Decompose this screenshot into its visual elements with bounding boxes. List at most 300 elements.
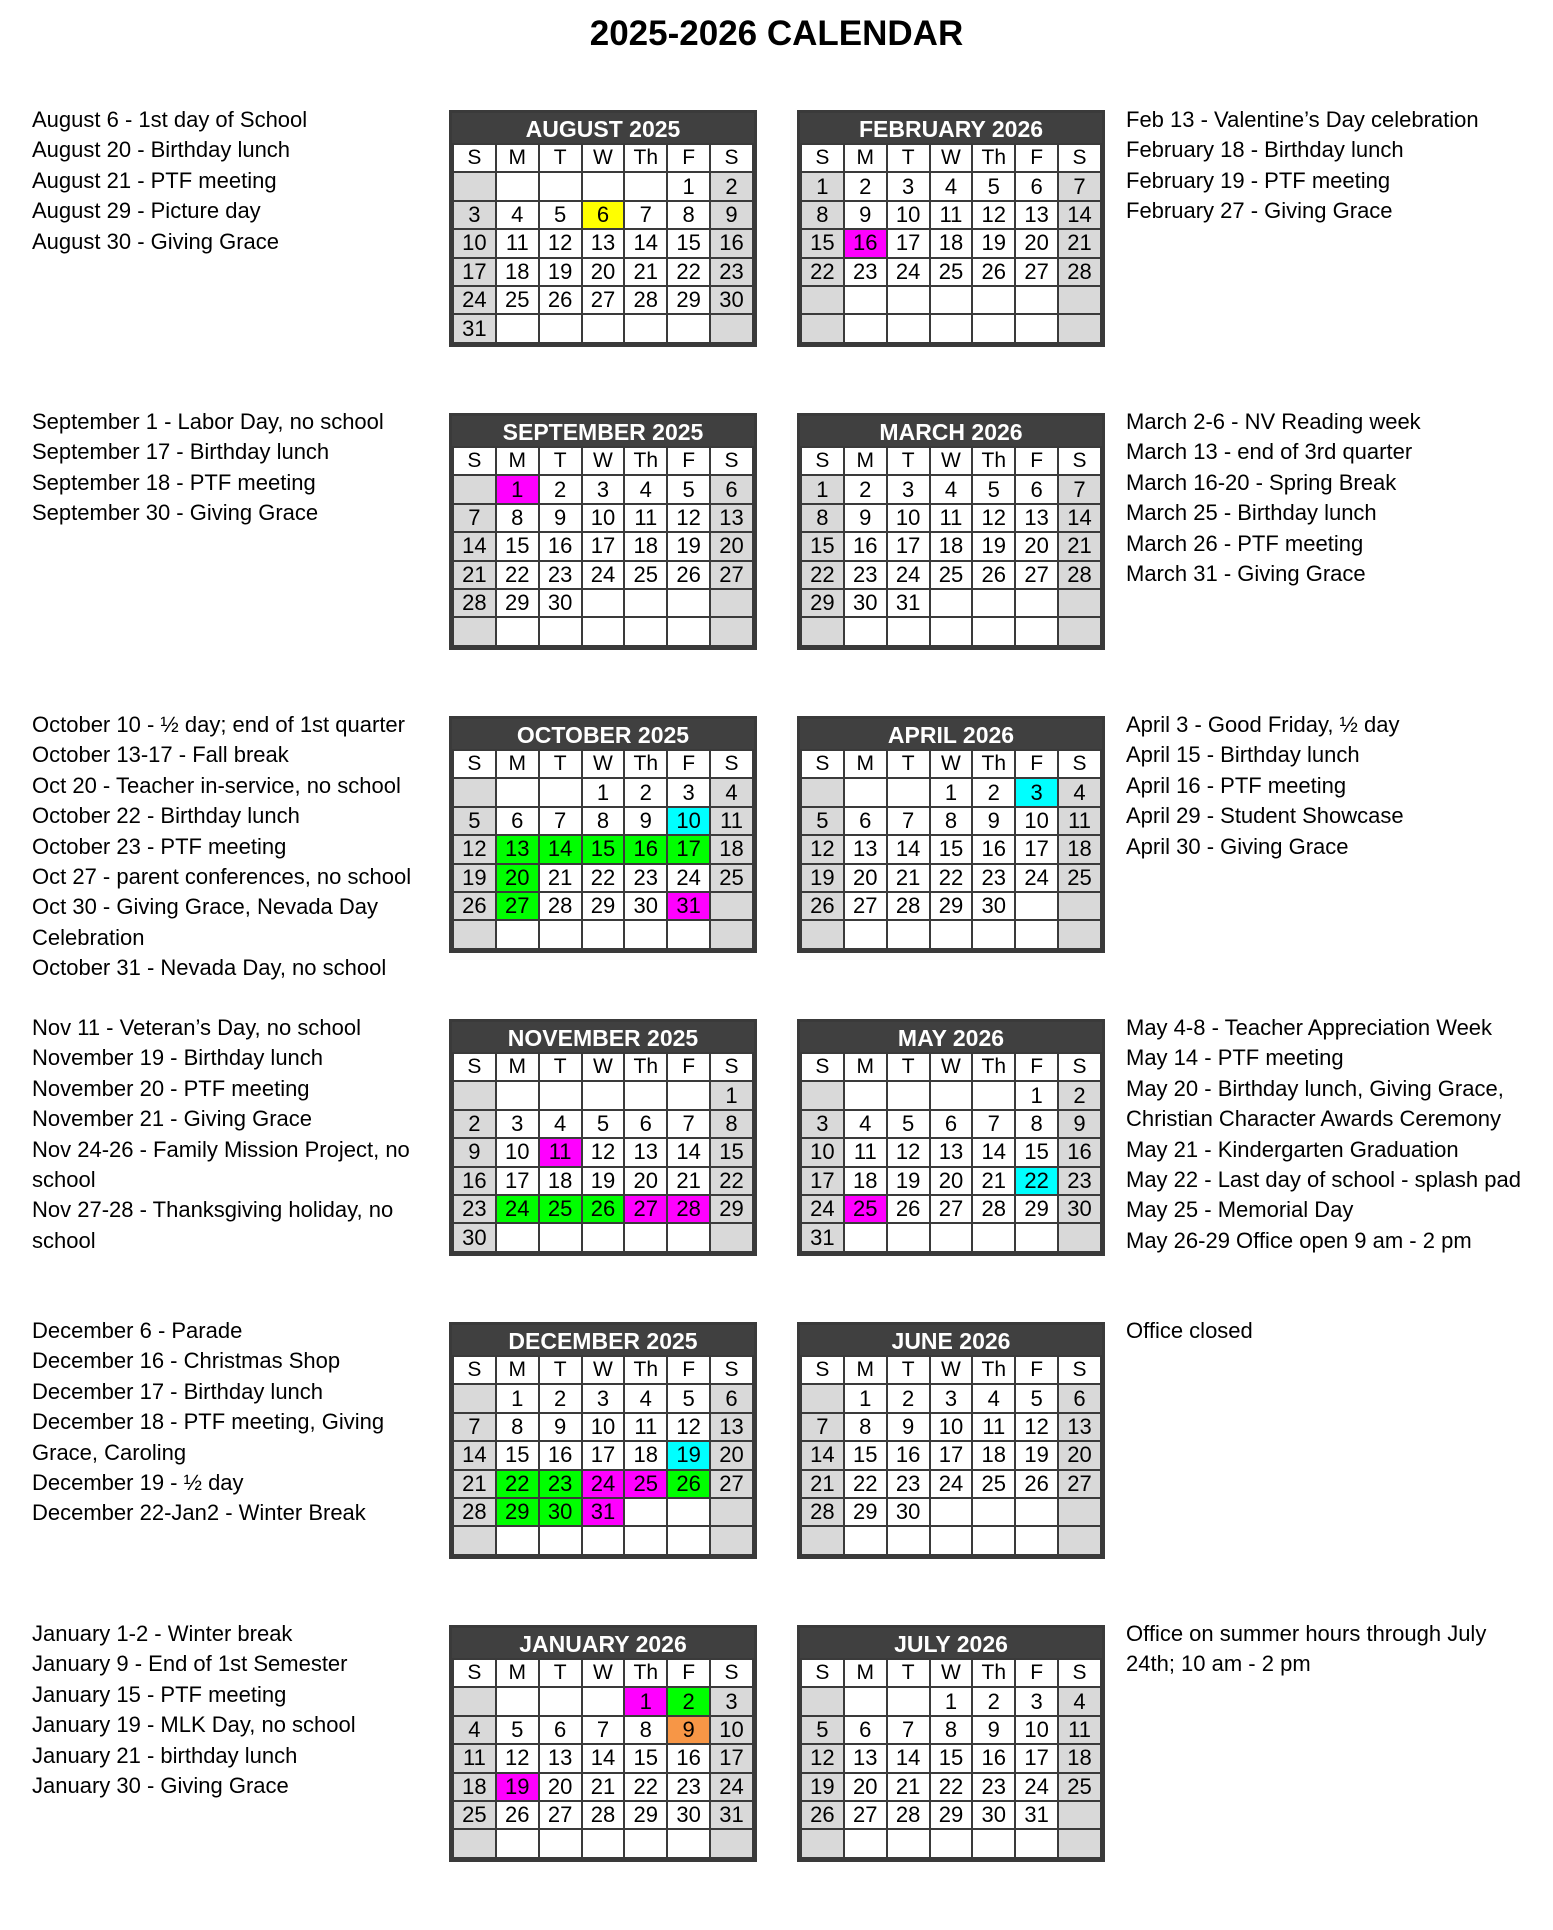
- weekday-header: F: [1015, 750, 1058, 778]
- week-row: [453, 1413, 753, 1441]
- event-note: April 15 - Birthday lunch: [1126, 742, 1360, 768]
- day-cell: 9: [844, 201, 887, 229]
- day-cell: 17: [930, 1441, 973, 1469]
- empty-cell: [930, 1829, 973, 1857]
- day-cell: 15: [930, 835, 973, 863]
- day-cell: 7: [1058, 172, 1101, 200]
- day-cell: 9: [453, 1138, 496, 1166]
- empty-cell: [972, 1223, 1015, 1251]
- day-cell: 7: [667, 1110, 710, 1138]
- day-cell: 12: [801, 835, 844, 863]
- day-cell: 28: [887, 1801, 930, 1829]
- day-cell: 22: [496, 561, 539, 589]
- month-calendar-february-2026: [797, 110, 1105, 347]
- empty-cell: [801, 920, 844, 948]
- day-cell: 27: [539, 1801, 582, 1829]
- month-title: AUGUST 2025: [452, 113, 754, 143]
- empty-cell: [972, 1526, 1015, 1554]
- day-cell: 1: [930, 778, 973, 806]
- empty-cell: [539, 1687, 582, 1715]
- event-note: March 2-6 - NV Reading week: [1126, 409, 1421, 434]
- day-cell: 4: [1058, 1687, 1101, 1715]
- day-cell: 5: [667, 475, 710, 503]
- weekday-header: W: [582, 144, 625, 172]
- day-cell: 25: [624, 1470, 667, 1498]
- day-cell: 31: [887, 589, 930, 617]
- day-cell: 6: [710, 1384, 753, 1412]
- week-row: [801, 778, 1101, 806]
- month-title: FEBRUARY 2026: [800, 113, 1102, 143]
- day-cell: 19: [801, 864, 844, 892]
- day-cell: 20: [624, 1167, 667, 1195]
- event-note: April 30 - Giving Grace: [1126, 833, 1349, 859]
- day-cell: 22: [801, 561, 844, 589]
- empty-cell: [667, 617, 710, 645]
- day-cell: 24: [887, 561, 930, 589]
- day-cell: 17: [801, 1167, 844, 1195]
- day-cell: 19: [667, 1441, 710, 1469]
- event-note: May 4-8 - Teacher Appreciation Week: [1126, 1015, 1493, 1040]
- weekday-header: W: [582, 750, 625, 778]
- empty-cell: [972, 589, 1015, 617]
- day-cell: 23: [667, 1773, 710, 1801]
- day-cell: 2: [667, 1687, 710, 1715]
- weekday-header: T: [539, 447, 582, 475]
- day-cell: 16: [844, 532, 887, 560]
- day-cell: 23: [844, 561, 887, 589]
- day-cell: 2: [624, 778, 667, 806]
- weekday-header: T: [887, 1356, 930, 1384]
- week-row: [801, 1441, 1101, 1469]
- day-cell: 16: [887, 1441, 930, 1469]
- day-cell: 18: [496, 258, 539, 286]
- week-row: [801, 1110, 1101, 1138]
- empty-cell: [844, 920, 887, 948]
- day-cell: 22: [930, 1773, 973, 1801]
- day-cell: 23: [539, 1470, 582, 1498]
- empty-cell: [930, 1526, 973, 1554]
- week-row: [801, 201, 1101, 229]
- empty-cell: [972, 1829, 1015, 1857]
- day-cell: 4: [930, 475, 973, 503]
- month-calendar-march-2026: [797, 413, 1105, 650]
- empty-cell: [844, 314, 887, 342]
- event-note: October 23 - PTF meeting: [32, 833, 287, 859]
- day-cell: 24: [1015, 1773, 1058, 1801]
- day-cell: 16: [624, 835, 667, 863]
- empty-cell: [1058, 1526, 1101, 1554]
- event-note: December 22-Jan2 - Winter Break: [32, 1500, 366, 1526]
- day-cell: 9: [539, 504, 582, 532]
- day-cell: 3: [930, 1384, 973, 1412]
- empty-cell: [801, 314, 844, 342]
- day-cell: 25: [930, 561, 973, 589]
- week-row: [453, 1223, 753, 1251]
- day-cell: 17: [667, 835, 710, 863]
- empty-cell: [582, 1687, 625, 1715]
- empty-cell: [801, 617, 844, 645]
- week-row: [453, 229, 753, 257]
- day-cell: 4: [453, 1716, 496, 1744]
- event-note: September 1 - Labor Day, no school: [32, 409, 384, 434]
- empty-cell: [930, 286, 973, 314]
- day-cell: 22: [844, 1470, 887, 1498]
- day-cell: 2: [453, 1110, 496, 1138]
- day-cell: 3: [710, 1687, 753, 1715]
- week-row: [453, 561, 753, 589]
- week-row: [801, 1384, 1101, 1412]
- day-cell: 15: [801, 229, 844, 257]
- week-row: [453, 920, 753, 948]
- day-cell: 12: [453, 835, 496, 863]
- day-cell: 27: [624, 1195, 667, 1223]
- week-row: [801, 229, 1101, 257]
- weekday-header: S: [801, 1659, 844, 1687]
- day-cell: 3: [667, 778, 710, 806]
- week-row: [801, 532, 1101, 560]
- day-cell: 29: [667, 286, 710, 314]
- weekday-header: M: [496, 1356, 539, 1384]
- empty-cell: [453, 1687, 496, 1715]
- month-calendar-april-2026: [797, 716, 1105, 953]
- empty-cell: [972, 1498, 1015, 1526]
- weekday-header: W: [582, 447, 625, 475]
- day-cell: 21: [1058, 229, 1101, 257]
- week-row: [801, 258, 1101, 286]
- week-row: [801, 475, 1101, 503]
- week-row: [801, 1801, 1101, 1829]
- day-cell: 19: [972, 229, 1015, 257]
- day-cell: 4: [539, 1110, 582, 1138]
- week-row: [801, 1223, 1101, 1251]
- week-row: [453, 1470, 753, 1498]
- day-cell: 9: [667, 1716, 710, 1744]
- day-cell: 4: [844, 1110, 887, 1138]
- day-cell: 26: [1015, 1470, 1058, 1498]
- day-cell: 1: [496, 475, 539, 503]
- day-cell: 31: [801, 1223, 844, 1251]
- weekday-header: S: [801, 1356, 844, 1384]
- day-cell: 13: [582, 229, 625, 257]
- week-row: [453, 864, 753, 892]
- day-cell: 14: [1058, 201, 1101, 229]
- day-cell: 23: [844, 258, 887, 286]
- event-note: February 27 - Giving Grace: [1126, 198, 1393, 224]
- day-cell: 28: [1058, 561, 1101, 589]
- day-cell: 21: [453, 1470, 496, 1498]
- week-row: [801, 864, 1101, 892]
- week-row: [801, 1138, 1101, 1166]
- day-cell: 11: [844, 1138, 887, 1166]
- day-cell: 5: [496, 1716, 539, 1744]
- empty-cell: [930, 1498, 973, 1526]
- day-cell: 3: [1015, 778, 1058, 806]
- event-note: Feb 13 - Valentine’s Day celebration: [1126, 107, 1479, 132]
- month-calendar-july-2026: [797, 1625, 1105, 1862]
- empty-cell: [710, 920, 753, 948]
- weekday-header: T: [539, 750, 582, 778]
- week-row: [453, 1744, 753, 1772]
- empty-cell: [453, 1526, 496, 1554]
- day-cell: 21: [453, 561, 496, 589]
- empty-cell: [582, 617, 625, 645]
- empty-cell: [624, 1223, 667, 1251]
- empty-cell: [844, 1687, 887, 1715]
- weekday-header: M: [844, 1356, 887, 1384]
- week-row: [453, 286, 753, 314]
- weekday-header: F: [667, 750, 710, 778]
- month-title: APRIL 2026: [800, 719, 1102, 749]
- right-notes-5: [1126, 1619, 1526, 1680]
- empty-cell: [844, 1223, 887, 1251]
- weekday-header: Th: [972, 447, 1015, 475]
- day-cell: 29: [930, 892, 973, 920]
- event-note: Oct 27 - parent conferences, no school: [32, 864, 412, 890]
- day-cell: 5: [887, 1110, 930, 1138]
- day-cell: 26: [539, 286, 582, 314]
- day-cell: 27: [710, 1470, 753, 1498]
- day-cell: 13: [710, 1413, 753, 1441]
- day-cell: 30: [539, 589, 582, 617]
- day-cell: 9: [972, 807, 1015, 835]
- day-cell: 25: [710, 864, 753, 892]
- day-cell: 24: [582, 561, 625, 589]
- event-note: Office closed: [1126, 1318, 1253, 1343]
- empty-cell: [710, 589, 753, 617]
- day-cell: 6: [539, 1716, 582, 1744]
- month-grid: [800, 143, 1102, 344]
- day-cell: 15: [1015, 1138, 1058, 1166]
- weekday-header: M: [496, 447, 539, 475]
- day-cell: 28: [453, 589, 496, 617]
- weekday-header: Th: [972, 750, 1015, 778]
- day-cell: 20: [844, 1773, 887, 1801]
- day-cell: 6: [624, 1110, 667, 1138]
- empty-cell: [710, 1498, 753, 1526]
- month-title: JUNE 2026: [800, 1325, 1102, 1355]
- day-cell: 14: [972, 1138, 1015, 1166]
- day-cell: 25: [844, 1195, 887, 1223]
- month-title: JULY 2026: [800, 1628, 1102, 1658]
- empty-cell: [972, 286, 1015, 314]
- day-cell: 26: [801, 1801, 844, 1829]
- event-note: September 18 - PTF meeting: [32, 469, 316, 495]
- empty-cell: [582, 1829, 625, 1857]
- empty-cell: [1015, 286, 1058, 314]
- day-cell: 7: [453, 504, 496, 532]
- event-note: October 22 - Birthday lunch: [32, 803, 300, 829]
- week-row: [453, 258, 753, 286]
- day-cell: 26: [972, 258, 1015, 286]
- empty-cell: [539, 778, 582, 806]
- day-cell: 29: [624, 1801, 667, 1829]
- weekday-header: Th: [972, 1659, 1015, 1687]
- day-cell: 3: [887, 475, 930, 503]
- day-cell: 13: [710, 504, 753, 532]
- day-cell: 18: [930, 229, 973, 257]
- empty-cell: [887, 1526, 930, 1554]
- day-cell: 9: [539, 1413, 582, 1441]
- weekday-header: T: [539, 1356, 582, 1384]
- day-cell: 26: [667, 561, 710, 589]
- event-note: January 30 - Giving Grace: [32, 1773, 289, 1799]
- page-title: 2025-2026 CALENDAR: [589, 14, 964, 53]
- week-row: [801, 807, 1101, 835]
- day-cell: 18: [1058, 835, 1101, 863]
- day-cell: 17: [582, 532, 625, 560]
- month-title: DECEMBER 2025: [452, 1325, 754, 1355]
- empty-cell: [1015, 1526, 1058, 1554]
- event-note: March 13 - end of 3rd quarter: [1126, 439, 1413, 465]
- empty-cell: [667, 314, 710, 342]
- day-cell: 23: [887, 1470, 930, 1498]
- day-cell: 23: [539, 561, 582, 589]
- week-row: [453, 589, 753, 617]
- day-cell: 18: [624, 1441, 667, 1469]
- event-note: May 14 - PTF meeting: [1126, 1045, 1344, 1071]
- day-cell: 29: [844, 1498, 887, 1526]
- day-cell: 26: [801, 892, 844, 920]
- day-cell: 11: [972, 1413, 1015, 1441]
- day-cell: 17: [710, 1744, 753, 1772]
- empty-cell: [887, 1223, 930, 1251]
- day-cell: 15: [930, 1744, 973, 1772]
- event-note: January 15 - PTF meeting: [32, 1681, 287, 1707]
- month-title: SEPTEMBER 2025: [452, 416, 754, 446]
- weekday-header: M: [844, 447, 887, 475]
- event-note: May 25 - Memorial Day: [1126, 1197, 1354, 1223]
- week-row: [801, 617, 1101, 645]
- day-cell: 19: [453, 864, 496, 892]
- event-note: December 18 - PTF meeting, Giving Grace, Caroling: [32, 1409, 385, 1465]
- empty-cell: [887, 920, 930, 948]
- weekday-header: F: [667, 447, 710, 475]
- day-cell: 10: [582, 504, 625, 532]
- day-cell: 23: [972, 1773, 1015, 1801]
- day-cell: 14: [539, 835, 582, 863]
- event-note: August 21 - PTF meeting: [32, 167, 277, 193]
- day-cell: 25: [972, 1470, 1015, 1498]
- empty-cell: [624, 589, 667, 617]
- weekday-header: W: [582, 1659, 625, 1687]
- empty-cell: [801, 778, 844, 806]
- event-note: December 19 - ½ day: [32, 1470, 244, 1496]
- day-cell: 11: [1058, 807, 1101, 835]
- empty-cell: [539, 1223, 582, 1251]
- empty-cell: [582, 589, 625, 617]
- week-row: [801, 1526, 1101, 1554]
- day-cell: 30: [972, 1801, 1015, 1829]
- day-cell: 3: [582, 1384, 625, 1412]
- empty-cell: [624, 314, 667, 342]
- day-cell: 29: [710, 1195, 753, 1223]
- weekday-header: F: [1015, 1053, 1058, 1081]
- day-cell: 12: [667, 504, 710, 532]
- day-cell: 25: [496, 286, 539, 314]
- day-cell: 29: [582, 892, 625, 920]
- event-note: March 25 - Birthday lunch: [1126, 500, 1377, 526]
- empty-cell: [844, 617, 887, 645]
- day-cell: 17: [1015, 835, 1058, 863]
- event-note: August 20 - Birthday lunch: [32, 137, 291, 163]
- day-cell: 4: [496, 201, 539, 229]
- empty-cell: [930, 920, 973, 948]
- empty-cell: [801, 1829, 844, 1857]
- empty-cell: [582, 1526, 625, 1554]
- day-cell: 30: [667, 1801, 710, 1829]
- week-row: [453, 1138, 753, 1166]
- day-cell: 14: [887, 1744, 930, 1772]
- day-cell: 29: [496, 589, 539, 617]
- day-cell: 29: [1015, 1195, 1058, 1223]
- weekday-header: S: [1058, 144, 1101, 172]
- week-row: [801, 1470, 1101, 1498]
- empty-cell: [1058, 1223, 1101, 1251]
- empty-cell: [844, 1081, 887, 1109]
- day-cell: 23: [1058, 1167, 1101, 1195]
- day-cell: 27: [844, 892, 887, 920]
- day-cell: 25: [453, 1801, 496, 1829]
- day-cell: 1: [801, 475, 844, 503]
- day-cell: 17: [496, 1167, 539, 1195]
- day-cell: 21: [582, 1773, 625, 1801]
- day-cell: 20: [930, 1167, 973, 1195]
- week-row: [801, 892, 1101, 920]
- day-cell: 17: [582, 1441, 625, 1469]
- event-note: December 16 - Christmas Shop: [32, 1348, 341, 1374]
- week-row: [453, 1384, 753, 1412]
- weekday-header: S: [453, 1053, 496, 1081]
- day-cell: 24: [930, 1470, 973, 1498]
- right-notes-0: [1126, 105, 1526, 227]
- day-cell: 3: [887, 172, 930, 200]
- empty-cell: [624, 1829, 667, 1857]
- weekday-header: S: [801, 447, 844, 475]
- month-calendar-september-2025: [449, 413, 757, 650]
- day-cell: 8: [667, 201, 710, 229]
- day-cell: 7: [801, 1413, 844, 1441]
- day-cell: 7: [539, 807, 582, 835]
- left-notes-5: [32, 1619, 437, 1801]
- empty-cell: [972, 1081, 1015, 1109]
- left-notes-1: [32, 407, 437, 529]
- empty-cell: [844, 286, 887, 314]
- month-grid: [800, 749, 1102, 950]
- weekday-header: M: [496, 1659, 539, 1687]
- weekday-header: F: [1015, 144, 1058, 172]
- week-row: [801, 561, 1101, 589]
- day-cell: 31: [710, 1801, 753, 1829]
- week-row: [453, 1716, 753, 1744]
- day-cell: 16: [710, 229, 753, 257]
- event-note: January 1-2 - Winter break: [32, 1621, 293, 1646]
- month-calendar-may-2026: [797, 1019, 1105, 1256]
- month-calendar-august-2025: [449, 110, 757, 347]
- weekday-header: W: [930, 750, 973, 778]
- empty-cell: [582, 1223, 625, 1251]
- empty-cell: [1015, 314, 1058, 342]
- month-grid: [800, 446, 1102, 647]
- day-cell: 19: [801, 1773, 844, 1801]
- day-cell: 18: [972, 1441, 1015, 1469]
- day-cell: 10: [496, 1138, 539, 1166]
- weekday-header: M: [844, 144, 887, 172]
- empty-cell: [710, 314, 753, 342]
- weekday-header: M: [496, 1053, 539, 1081]
- day-cell: 3: [1015, 1687, 1058, 1715]
- day-cell: 5: [801, 1716, 844, 1744]
- weekday-header: W: [582, 1053, 625, 1081]
